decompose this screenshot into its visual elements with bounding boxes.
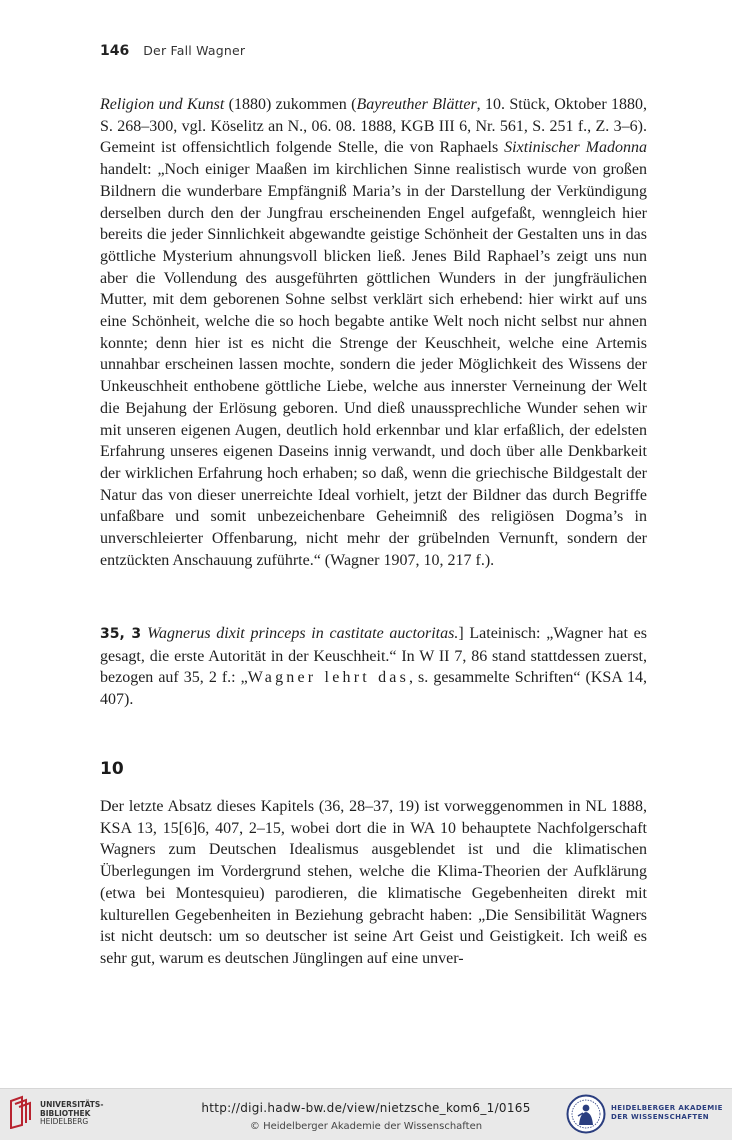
paragraph-text: , 10. Stück, Oktober 1880, S. 268–300, vgl. Köselitz an N., 06. 08. 1888, KGB III 6, Nr. 561, S. 251 f., Z. 3–6). Gemeint ist offensichtlich folgende Stelle, die von Raphaels	[100, 96, 648, 157]
university-library-name: UNIVERSITÄTS- BIBLIOTHEK HEIDELBERG	[40, 1100, 104, 1126]
running-head: Der Fall Wagner	[143, 43, 246, 58]
source-url-link[interactable]: http://digi.hadw-bw.de/view/nietzsche_kom6_1/0165	[201, 1101, 531, 1115]
title-sixtinische-madonna: Sixtinischer Madonna	[504, 139, 647, 157]
commentary-paragraph-section-10	[100, 796, 647, 970]
paragraph-text: Der letzte Absatz dieses Kapitels (36, 28–37, 19) ist vorweggenommen in NL 1888, KSA 13, 15[6]6, 407, 2–15, wobei dort die in WA 10 behauptete Nachfolgerschaft Wagners zum Deutschen Idealismus ausgeblendet ist und die klimatischen Überlegungen im Vordergrund stehen, welche die Klima-Theorien der Aufklärung (etwa bei Montesquieu) parodieren, die klimatische Gegebenheiten direkt mit kulturellen Gegebenheiten in Beziehung gebracht haben: „Die Sensibilität Wagners ist nicht deutsch: um so deutscher ist seine Art Geist und Geistigkeit. Ich weiß es sehr gut, warum es deutschen Jünglingen auf eine unver-	[100, 798, 647, 967]
paragraph-text: , s. gesammelte Schriften“ (KSA 14, 407).	[100, 669, 648, 709]
page-number: 146	[100, 43, 130, 59]
section-heading: 10	[100, 759, 124, 779]
title-bayreuther-blaetter: Bayreuther Blätter	[356, 96, 477, 113]
footer-bar	[0, 1088, 732, 1140]
paragraph-text: handelt: „Noch einiger Maaßen im kirchlichen Sinne realistisch wurde von großen Bildnern die wunderbare Empfängniß Maria’s in der Darstellung der Verkündigung derselben durch den der Jungfrau erscheinenden Engel aufgefaßt, wenngleich hier bereits die jeder Sinnlichkeit abgewandte geistige Schönheit der Gestalten uns in das göttliche Mysterium ahnungsvoll blicken ließ. Jenes Bild Raphael’s zeigt uns nun aber die Vollendung des ausgeführten göttlichen Wunders in der jungfräulichen Mutter, mit dem geborenen Sohne selbst verklärt sich erhebend: hier wirkt auf uns eine Schönheit, welche die so hoch begabte antike Welt noch nicht selbst nur ahnen konnte; denn hier ist es nicht die Strenge der Keuschheit, welche eine Artemis unnahbar erscheinen lassen mochte, sondern die jeder Möglichkeit des Wissens der Unkeuschheit enthobene göttliche Liebe, welche aus innerster Verneinung der Welt die Bejahung der Erlösung geboren. Und dieß unaussprechliche Wunder sehen wir mit unseren eigenen Augen, deutlich hold erkennbar und klar erfaßlich, der edelsten Erfahrung unseres eigenen Daseins innig verwandt, und doch über alle Denkbarkeit der wirklichen Erfahrung hoch erhaben; so daß, wenn die griechische Bildgestalt der Natur das von dieser unerreichte Ideal vorhielt, jetzt der Bildner das durch Begriffe unfaßbare und somit unbezeichenbare Geheimniß des religiösen Dogma’s in unverschleierter Offenbarung, nicht mehr der grübelnden Vernunft, sondern der entzückten Anschauung zuführte.“ (Wagner 1907, 10, 217 f.).	[100, 161, 647, 569]
title-religion-und-kunst: Religion und Kunst	[100, 96, 225, 113]
commentary-entry-35-3	[100, 623, 647, 711]
paragraph-text: ] Lateinisch: „Wagner hat es gesagt, die erste Autorität in der Keuschheit.“ In W II 7, 86 stand stattdessen zuerst, bezogen auf 35, 2 f.: „	[100, 625, 648, 687]
commentary-paragraph-1	[100, 94, 647, 571]
copyright-notice: © Heidelberger Akademie der Wissenschaften	[249, 1121, 483, 1132]
paragraph-text: (1880) zukommen (	[224, 96, 357, 113]
page-header	[100, 43, 245, 63]
spaced-quote: Wagner lehrt das	[247, 669, 410, 687]
lemma: Wagnerus dixit princeps in castitate auctoritas.	[147, 625, 459, 642]
academy-seal-icon[interactable]	[566, 1094, 606, 1134]
academy-name: HEIDELBERGER AKADEMIE DER WISSENSCHAFTEN	[611, 1104, 723, 1121]
line-reference: 35, 3	[100, 626, 142, 642]
